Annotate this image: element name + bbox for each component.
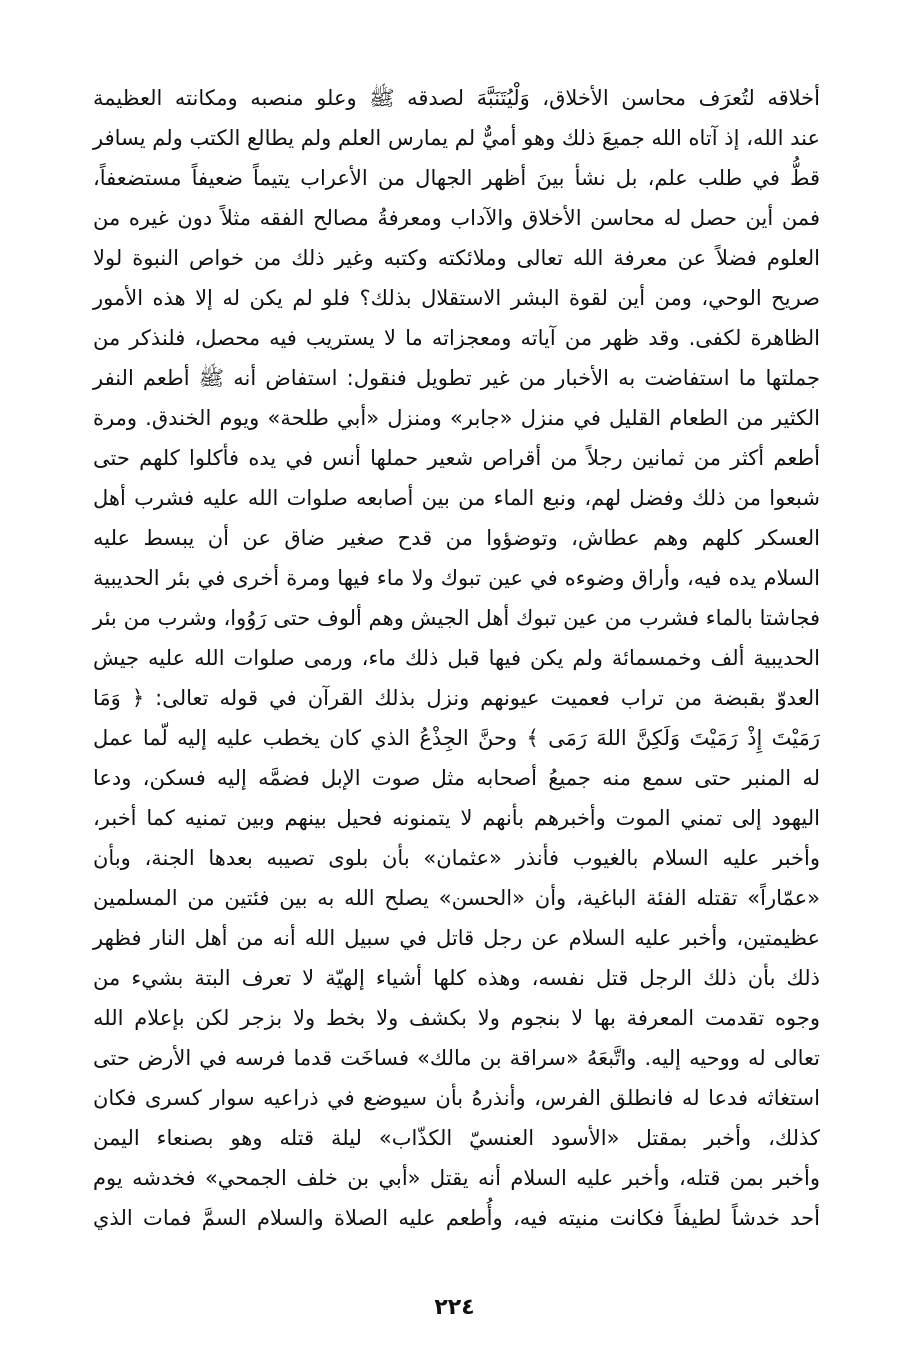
text-line: العسكر كلهم وهم عطاش، وتوضؤوا من قدح صغير ضاق عن أن يبسط عليه [93, 526, 820, 550]
text-line: له المنبر حتى سمع منه جميعُ أصحابه مثل صوت الإبل فضمَّه إليه فسكن، ودعا [93, 766, 820, 790]
text-line: رَمَيْتَ إِذْ رَمَيْتَ وَلَكِنَّ اللهَ رَمَى ﴾ وحنَّ الجِذْعُ الذي كان يخطب عليه إليه لّما عمل [93, 726, 820, 750]
text-line: تعالى له ووحيه إليه. واتَّبعَهُ «سراقة بن مالك» فساخَت قدما فرسه في الأرض حتى [93, 1046, 820, 1070]
text-line: استغاثه فدعا له فانطلق الفرس، وأنذرهُ بأن سيوضع في ذراعيه سوار كسرى فكان [93, 1086, 820, 1110]
text-line: عظيمتين، وأخبر عليه السلام عن رجل قاتل في سبيل الله أنه من أهل النار فظهر [93, 926, 820, 950]
text-line: العلوم فضلاً عن معرفة الله تعالى وملائكته وكتبه وغير ذلك من خواص النبوة لولا [93, 246, 820, 270]
text-line: ذلك بأن ذلك الرجل قتل نفسه، وهذه كلها أشياء إلهيّة لا تعرف البتة بشيء من [93, 966, 820, 990]
text-line: كذلك، وأخبر بمقتل «الأسود العنسيّ الكذّاب» ليلة قتله وهو بصنعاء اليمن [93, 1126, 820, 1150]
page-number: ٢٢٤ [434, 1295, 475, 1320]
text-line: «عمّاراً» تقتله الفئة الباغية، وأن «الحسن» يصلح الله به بين فئتين من المسلمين [93, 886, 820, 910]
text-line: الحديبية ألف وخمسمائة ولم يكن فيها قبل ذلك ماء، ورمى صلوات الله عليه جيش [93, 646, 820, 670]
text-line: أخلاقه لتُعرَف محاسن الأخلاق، وَلْيُتَنَبَّهَ لصدقه ﷺ وعلو منصبه ومكانته العظيمة [93, 86, 820, 110]
text-line: السلام يده فيه، وأراق وضوءه في عين تبوك ولا ماء فيها ومرة أخرى في بئر الحديبية [93, 566, 820, 590]
text-line: صريح الوحي، ومن أين لقوة البشر الاستقلال بذلك؟ فلو لم يكن له إلا هذه الأمور [93, 286, 820, 310]
text-line: فمن أين حصل له محاسن الأخلاق والآداب ومعرفةُ مصالح الفقه مثلاً دون غيره من [93, 206, 820, 230]
text-line: أطعم أكثر من ثمانين رجلاً من أقراص شعير حملها أنس في يده فأكلوا كلهم حتى [93, 446, 820, 470]
text-line: الكثير من الطعام القليل في منزل «جابر» ومنزل «أبي طلحة» ويوم الخندق. ومرة [93, 406, 820, 430]
text-line: فجاشتا بالماء فشرب من عين تبوك أهل الجيش وهم ألوف حتى رَوُوا، وشرب من بئر [93, 606, 820, 630]
text-line: عند الله، إذ آتاه الله جميعَ ذلك وهو أميٌّ لم يمارس العلم ولم يطالع الكتب ولم يسافر [93, 126, 820, 150]
text-line: اليهود إلى تمني الموت وأخبرهم بأنهم لا يتمنونه فحيل بينهم وبين تمنيه كما أخبر، [93, 806, 820, 830]
text-line: العدوّ بقبضة من تراب فعميت عيونهم ونزل بذلك القرآن في قوله تعالى: ﴿ وَمَا [93, 686, 820, 710]
text-line: جملتها ما استفاضت به الأخبار من غير تطويل فنقول: استفاض أنه ﷺ أطعم النفر [93, 366, 820, 390]
text-line: قطُّ في طلب علم، بل نشأ بينَ أظهر الجهال من الأعراب يتيماً ضعيفاً مستضعفاً، [93, 166, 820, 190]
text-line: شبعوا من ذلك وفضل لهم، ونبع الماء من بين أصابعه صلوات الله عليه فشرب أهل [93, 486, 820, 510]
body-text [93, 78, 820, 1238]
text-line: وأخبر عليه السلام بالغيوب فأنذر «عثمان» بأن بلوى تصيبه بعدها الجنة، وبأن [93, 846, 820, 870]
text-line: وأخبر بمن قتله، وأخبر عليه السلام أنه يقتل «أبي بن خلف الجمحي» فخدشه يوم [93, 1166, 820, 1190]
text-line: وجوه تقدمت المعرفة بها لا بنجوم ولا بكشف ولا بخط ولا بزجر لكن بإعلام الله [93, 1006, 820, 1030]
text-line: أحد خدشاً لطيفاً فكانت منيته فيه، وأُطعم عليه الصلاة والسلام السمَّ فمات الذي [93, 1206, 820, 1230]
text-line: الظاهرة لكفى. وقد ظهر من آياته ومعجزاته ما لا يستريب فيه محصل، فلنذكر من [93, 326, 820, 350]
